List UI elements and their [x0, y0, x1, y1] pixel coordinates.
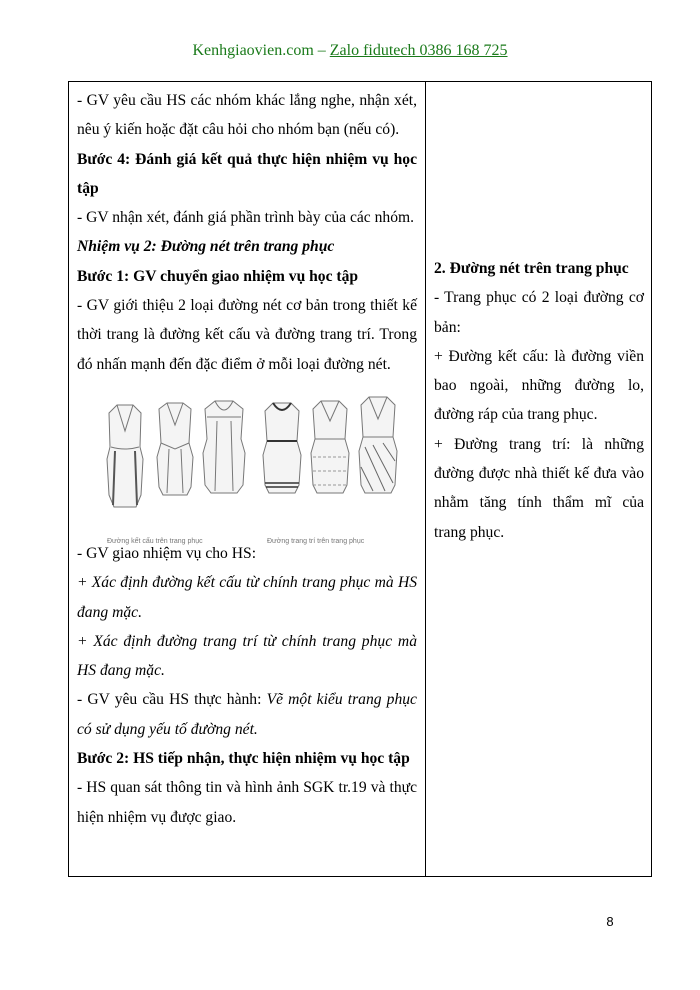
- content-column: [426, 82, 652, 877]
- task-2-heading: Nhiệm vụ 2: Đường nét trên trang phục: [77, 238, 335, 256]
- dress-structure-2: [157, 403, 193, 495]
- content-paragraph: + Đường trang trí: là những đường được nhà thiết kế đưa vào nhằm tăng tính thẩm mĩ của trang phục.: [434, 435, 644, 541]
- header-site[interactable]: Kenhgiaovien.com: [192, 42, 314, 59]
- dress-structure-3: [203, 401, 245, 493]
- activity-column: [69, 82, 426, 877]
- dress-structure-1: [107, 405, 143, 507]
- dress-decor-1: [263, 403, 301, 493]
- figure-caption-structure: Đường kết cấu trên trang phục: [107, 537, 203, 545]
- header-separator: –: [313, 42, 330, 59]
- left-paragraph: - GV nhận xét, đánh giá phần trình bày của các nhóm.: [77, 209, 415, 227]
- step-4-heading: Bước 4: Đánh giá kết quả thực hiện nhiệm vụ học tập: [77, 150, 417, 197]
- header-contact[interactable]: Zalo fidutech 0386 168 725: [329, 42, 508, 59]
- content-heading: 2. Đường nét trên trang phục: [434, 260, 629, 277]
- dress-decor-2: [311, 401, 349, 493]
- left-paragraph: - GV giao nhiệm vụ cho HS:: [77, 544, 257, 562]
- left-paragraph: - GV yêu cầu HS các nhóm khác lắng nghe, nhận xét, nêu ý kiến hoặc đặt câu hỏi cho nhóm bạn (nếu có).: [77, 92, 417, 139]
- dress-illustration: [77, 387, 417, 539]
- content-paragraph: + Đường kết cấu: là đường viền bao ngoài, những đường lo, đường ráp của trang phục.: [434, 347, 644, 424]
- left-paragraph: - HS quan sát thông tin và hình ảnh SGK tr.19 và thực hiện nhiệm vụ được giao.: [77, 779, 417, 826]
- practice-prefix: - GV yêu cầu HS thực hành:: [77, 691, 267, 709]
- step-1-heading: Bước 1: GV chuyển giao nhiệm vụ học tập: [77, 267, 359, 285]
- left-paragraph: + Xác định đường kết cấu từ chính trang phục mà HS đang mặc.: [77, 574, 417, 621]
- left-paragraph: - GV giới thiệu 2 loại đường nét cơ bản trong thiết kế thời trang là đường kết cấu và đường trang trí. Trong đó nhấn mạnh đến đặc điểm ở mỗi loại đường nét.: [77, 297, 417, 373]
- left-paragraph: + Xác định đường trang trí từ chính trang phục mà HS đang mặc.: [77, 632, 417, 680]
- lesson-table: [68, 81, 652, 877]
- dress-decor-3: [359, 397, 397, 493]
- page-number: 8: [606, 914, 614, 929]
- left-paragraph: [77, 685, 417, 744]
- content-paragraph: - Trang phục có 2 loại đường cơ bản:: [434, 289, 644, 336]
- step-2-heading: Bước 2: HS tiếp nhận, thực hiện nhiệm vụ học tập: [77, 750, 410, 768]
- dress-figure: [77, 387, 417, 545]
- figure-caption-decor: Đường trang trí trên trang phục: [267, 537, 365, 545]
- practice-task: Vẽ một kiểu trang phục có sử dụng yếu tố đường nét.: [77, 691, 417, 738]
- page-header: [0, 42, 700, 60]
